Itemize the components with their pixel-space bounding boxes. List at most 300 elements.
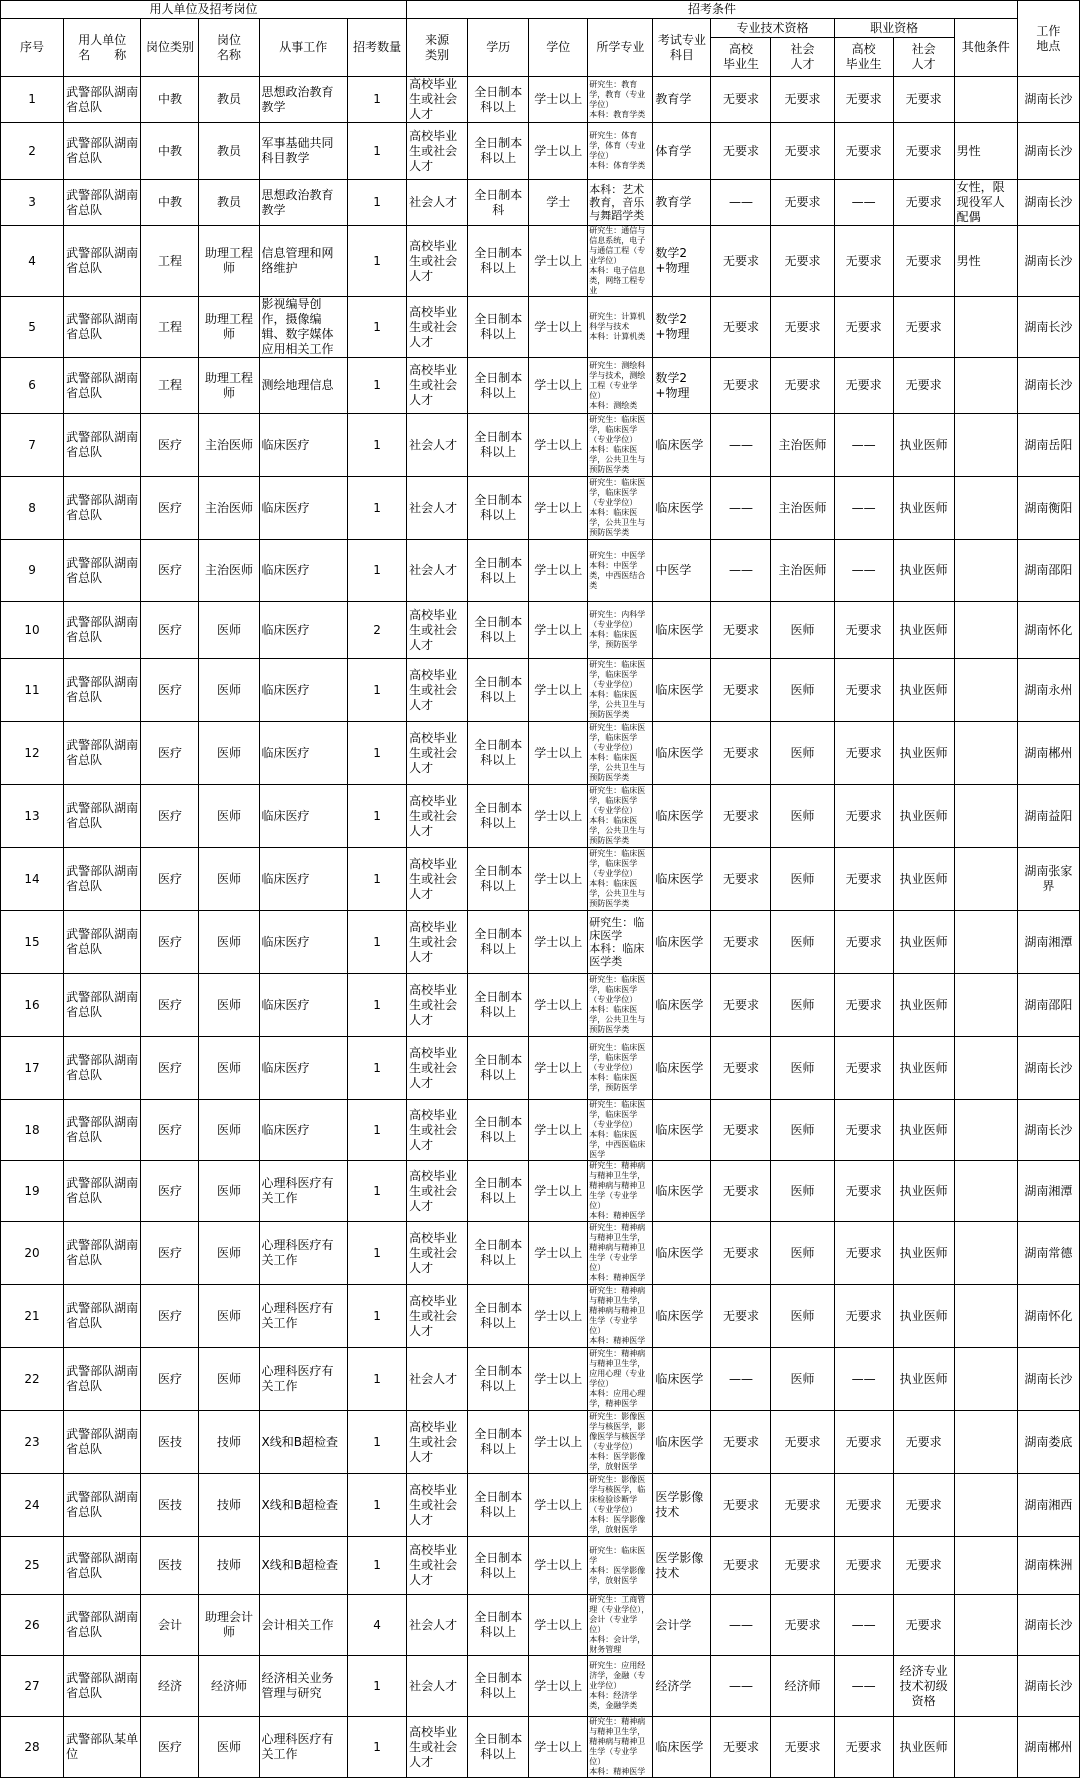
row-tech-social: 无要求 (771, 1411, 834, 1474)
table-row (1, 1474, 1080, 1537)
row-unit: 武警部队湖南省总队 (64, 1537, 141, 1595)
row-category: 医疗 (141, 722, 199, 785)
row-degree: 学士以上 (529, 659, 588, 722)
row-tech-social: 医师 (771, 1161, 834, 1222)
row-no: 22 (1, 1348, 64, 1411)
row-edu: 全日制本科以上 (468, 1161, 529, 1222)
row-edu: 全日制本科以上 (468, 1285, 529, 1348)
row-edu: 全日制本科以上 (468, 540, 529, 602)
row-edu: 全日制本科以上 (468, 226, 529, 297)
row-source: 高校毕业生或社会人才 (407, 785, 468, 848)
source-header: 来源 类别 (407, 19, 468, 77)
row-post: 助理工程师 (199, 297, 259, 358)
row-tech-social: 医师 (771, 974, 834, 1037)
row-source: 高校毕业生或社会人才 (407, 1285, 468, 1348)
row-exam: 临床医学 (653, 1411, 711, 1474)
row-count: 1 (348, 974, 407, 1037)
row-location: 湖南张家界 (1017, 848, 1079, 911)
row-major: 研究生：临床医学，临床医学（专业学位） 本科：临床医学，公共卫生与预防医学类 (588, 974, 653, 1037)
row-major: 研究生：精神病与精神卫生学，精神病与精神卫生学（专业学位） 本科：精神医学 (588, 1222, 653, 1285)
row-exam: 临床医学 (653, 785, 711, 848)
row-work: 心理科医疗有关工作 (259, 1285, 348, 1348)
row-exam: 医学影像技术 (653, 1474, 711, 1537)
row-post: 技师 (199, 1411, 259, 1474)
row-source: 社会人才 (407, 540, 468, 602)
row-category: 医疗 (141, 1100, 199, 1161)
row-source: 高校毕业生或社会人才 (407, 1411, 468, 1474)
category-header: 岗位类别 (141, 19, 199, 77)
row-category: 医疗 (141, 1285, 199, 1348)
row-no: 2 (1, 123, 64, 180)
row-prof-social: 执业医师 (893, 974, 954, 1037)
row-post: 医师 (199, 1161, 259, 1222)
row-source: 高校毕业生或社会人才 (407, 1161, 468, 1222)
row-category: 医疗 (141, 785, 199, 848)
row-major: 研究生：影像医学与核医学，临床检验诊断学（专业学位） 本科：医学影像学，放射医学 (588, 1474, 653, 1537)
row-unit: 武警部队湖南省总队 (64, 297, 141, 358)
row-unit: 武警部队湖南省总队 (64, 1411, 141, 1474)
row-tech-social: 无要求 (771, 1474, 834, 1537)
row-exam: 临床医学 (653, 848, 711, 911)
row-location: 湖南长沙 (1017, 77, 1079, 123)
table-row (1, 180, 1080, 226)
row-tech-social: 医师 (771, 1037, 834, 1100)
row-unit: 武警部队湖南省总队 (64, 477, 141, 540)
row-other (954, 1595, 1017, 1656)
edu-header: 学历 (468, 19, 529, 77)
row-prof-social: 无要求 (893, 358, 954, 414)
row-major: 研究生：临床医学 本科：医学影像学，放射医学 (588, 1537, 653, 1595)
row-location: 湖南郴州 (1017, 722, 1079, 785)
row-category: 医疗 (141, 848, 199, 911)
row-exam: 医学影像技术 (653, 1537, 711, 1595)
table-row (1, 1161, 1080, 1222)
row-location: 湖南长沙 (1017, 1595, 1079, 1656)
row-exam: 临床医学 (653, 1161, 711, 1222)
row-degree: 学士以上 (529, 848, 588, 911)
row-degree: 学士以上 (529, 226, 588, 297)
row-tech-grad: 无要求 (711, 297, 771, 358)
row-prof-grad: 无要求 (834, 722, 893, 785)
row-major: 研究生：影像医学与核医学，影像医学与核医学（专业学位） 本科：医学影像学，放射医学 (588, 1411, 653, 1474)
row-prof-grad: —— (834, 180, 893, 226)
row-work: 心理科医疗有关工作 (259, 1161, 348, 1222)
row-prof-social: 经济专业技术初级资格 (893, 1656, 954, 1717)
row-edu: 全日制本科以上 (468, 1537, 529, 1595)
row-other (954, 1037, 1017, 1100)
tech-social-header: 社会 人才 (771, 38, 834, 77)
row-degree: 学士以上 (529, 1222, 588, 1285)
row-other (954, 358, 1017, 414)
row-post: 医师 (199, 1285, 259, 1348)
row-other (954, 1474, 1017, 1537)
row-unit: 武警部队湖南省总队 (64, 1222, 141, 1285)
row-degree: 学士以上 (529, 1717, 588, 1778)
row-unit: 武警部队湖南省总队 (64, 1161, 141, 1222)
row-other (954, 722, 1017, 785)
row-other (954, 297, 1017, 358)
row-prof-social: 无要求 (893, 180, 954, 226)
row-source: 高校毕业生或社会人才 (407, 1537, 468, 1595)
row-count: 1 (348, 414, 407, 477)
row-work: 临床医疗 (259, 414, 348, 477)
row-count: 1 (348, 77, 407, 123)
row-unit: 武警部队湖南省总队 (64, 1595, 141, 1656)
row-no: 21 (1, 1285, 64, 1348)
row-tech-grad: 无要求 (711, 974, 771, 1037)
row-tech-grad: 无要求 (711, 602, 771, 659)
row-no: 18 (1, 1100, 64, 1161)
row-tech-social: 医师 (771, 1100, 834, 1161)
row-count: 4 (348, 1595, 407, 1656)
row-degree: 学士以上 (529, 1100, 588, 1161)
row-other (954, 785, 1017, 848)
row-work: 测绘地理信息 (259, 358, 348, 414)
row-prof-grad: 无要求 (834, 1285, 893, 1348)
table-row (1, 358, 1080, 414)
row-location: 湖南怀化 (1017, 602, 1079, 659)
row-work: X线和B超检查 (259, 1537, 348, 1595)
row-source: 社会人才 (407, 1595, 468, 1656)
row-tech-grad: —— (711, 414, 771, 477)
row-post: 主治医师 (199, 477, 259, 540)
row-no: 6 (1, 358, 64, 414)
row-degree: 学士以上 (529, 911, 588, 974)
row-category: 经济 (141, 1656, 199, 1717)
row-edu: 全日制本科 (468, 180, 529, 226)
row-tech-social: 无要求 (771, 358, 834, 414)
row-tech-social: 经济师 (771, 1656, 834, 1717)
row-category: 医疗 (141, 477, 199, 540)
row-tech-grad: —— (711, 1348, 771, 1411)
row-degree: 学士以上 (529, 1348, 588, 1411)
prof-grad-header: 高校 毕业生 (834, 38, 893, 77)
row-degree: 学士以上 (529, 477, 588, 540)
row-source: 高校毕业生或社会人才 (407, 1037, 468, 1100)
row-category: 医疗 (141, 911, 199, 974)
row-work: 军事基础共同科目教学 (259, 123, 348, 180)
row-other (954, 1100, 1017, 1161)
table-row (1, 1285, 1080, 1348)
header-row-qualifications (1, 19, 1080, 38)
row-unit: 武警部队湖南省总队 (64, 1656, 141, 1717)
row-unit: 武警部队湖南省总队 (64, 180, 141, 226)
row-post: 医师 (199, 1037, 259, 1100)
row-location: 湖南衡阳 (1017, 477, 1079, 540)
row-no: 1 (1, 77, 64, 123)
row-tech-social: 医师 (771, 1348, 834, 1411)
row-edu: 全日制本科以上 (468, 848, 529, 911)
row-post: 教员 (199, 180, 259, 226)
work-header: 从事工作 (259, 19, 348, 77)
row-count: 1 (348, 1537, 407, 1595)
row-prof-grad: 无要求 (834, 602, 893, 659)
row-prof-social: 无要求 (893, 123, 954, 180)
tech-qualification-header: 专业技术资格 (711, 19, 834, 38)
row-major: 研究生：体育学，体育（专业学位） 本科：体育学类 (588, 123, 653, 180)
row-exam: 教育学 (653, 77, 711, 123)
row-major: 研究生：内科学（专业学位） 本科：临床医学，预防医学 (588, 602, 653, 659)
row-no: 11 (1, 659, 64, 722)
table-row (1, 414, 1080, 477)
row-prof-social: 执业医师 (893, 602, 954, 659)
row-tech-social: 无要求 (771, 180, 834, 226)
row-location: 湖南长沙 (1017, 123, 1079, 180)
row-edu: 全日制本科以上 (468, 1474, 529, 1537)
row-degree: 学士以上 (529, 1537, 588, 1595)
row-tech-grad: —— (711, 540, 771, 602)
row-category: 工程 (141, 297, 199, 358)
row-tech-grad: 无要求 (711, 1100, 771, 1161)
row-post: 医师 (199, 1717, 259, 1778)
row-count: 1 (348, 1411, 407, 1474)
table-row (1, 123, 1080, 180)
row-location: 湖南湘西 (1017, 1474, 1079, 1537)
exam-header: 考试专业科目 (653, 19, 711, 77)
row-unit: 武警部队湖南省总队 (64, 1474, 141, 1537)
row-no: 4 (1, 226, 64, 297)
row-source: 高校毕业生或社会人才 (407, 974, 468, 1037)
table-row (1, 722, 1080, 785)
row-prof-grad: —— (834, 540, 893, 602)
table-row (1, 77, 1080, 123)
row-tech-grad: 无要求 (711, 722, 771, 785)
row-unit: 武警部队湖南省总队 (64, 123, 141, 180)
row-edu: 全日制本科以上 (468, 1348, 529, 1411)
row-prof-grad: —— (834, 1348, 893, 1411)
row-category: 医疗 (141, 974, 199, 1037)
row-no: 13 (1, 785, 64, 848)
row-work: 临床医疗 (259, 911, 348, 974)
row-degree: 学士以上 (529, 602, 588, 659)
row-tech-grad: 无要求 (711, 1222, 771, 1285)
row-other (954, 1717, 1017, 1778)
row-location: 湖南长沙 (1017, 1037, 1079, 1100)
row-degree: 学士以上 (529, 1656, 588, 1717)
row-exam: 临床医学 (653, 974, 711, 1037)
row-prof-grad: —— (834, 414, 893, 477)
row-no: 3 (1, 180, 64, 226)
row-prof-social: 执业医师 (893, 1348, 954, 1411)
table-row (1, 477, 1080, 540)
row-major: 研究生：中医学 本科：中医学类，中西医结合类 (588, 540, 653, 602)
row-prof-grad: 无要求 (834, 1100, 893, 1161)
row-work: 临床医疗 (259, 848, 348, 911)
row-prof-grad: 无要求 (834, 1537, 893, 1595)
row-edu: 全日制本科以上 (468, 1037, 529, 1100)
table-row (1, 1222, 1080, 1285)
row-post: 医师 (199, 659, 259, 722)
row-tech-grad: —— (711, 1656, 771, 1717)
row-exam: 数学2+物理 (653, 358, 711, 414)
row-work: 信息管理和网络维护 (259, 226, 348, 297)
row-count: 1 (348, 1100, 407, 1161)
row-prof-grad: 无要求 (834, 1411, 893, 1474)
table-row (1, 1656, 1080, 1717)
row-tech-grad: 无要求 (711, 1037, 771, 1100)
row-tech-social: 医师 (771, 1285, 834, 1348)
row-prof-grad: —— (834, 477, 893, 540)
row-post: 医师 (199, 1348, 259, 1411)
row-tech-grad: 无要求 (711, 123, 771, 180)
row-location: 湖南邵阳 (1017, 540, 1079, 602)
row-location: 湖南湘潭 (1017, 1161, 1079, 1222)
row-tech-social: 无要求 (771, 123, 834, 180)
row-prof-grad: 无要求 (834, 1717, 893, 1778)
row-source: 高校毕业生或社会人才 (407, 123, 468, 180)
row-other (954, 974, 1017, 1037)
row-count: 1 (348, 1348, 407, 1411)
row-other (954, 1656, 1017, 1717)
row-unit: 武警部队湖南省总队 (64, 358, 141, 414)
row-location: 湖南长沙 (1017, 1656, 1079, 1717)
row-major: 研究生：精神病与精神卫生学，应用心理（专业学位） 本科：应用心理学，精神医学 (588, 1348, 653, 1411)
row-degree: 学士以上 (529, 414, 588, 477)
row-category: 会计 (141, 1595, 199, 1656)
row-count: 1 (348, 1037, 407, 1100)
row-post: 主治医师 (199, 540, 259, 602)
row-other (954, 1348, 1017, 1411)
row-exam: 临床医学 (653, 1100, 711, 1161)
row-prof-grad: 无要求 (834, 974, 893, 1037)
row-exam: 临床医学 (653, 1285, 711, 1348)
row-degree: 学士以上 (529, 297, 588, 358)
row-unit: 武警部队湖南省总队 (64, 602, 141, 659)
row-post: 主治医师 (199, 414, 259, 477)
row-other: 男性 (954, 123, 1017, 180)
row-location: 湖南长沙 (1017, 1100, 1079, 1161)
row-category: 中教 (141, 180, 199, 226)
row-work: 临床医疗 (259, 974, 348, 1037)
prof-qualification-header: 职业资格 (834, 19, 954, 38)
row-post: 助理会计师 (199, 1595, 259, 1656)
row-category: 医技 (141, 1474, 199, 1537)
row-work: 临床医疗 (259, 785, 348, 848)
row-degree: 学士以上 (529, 722, 588, 785)
row-tech-grad: 无要求 (711, 659, 771, 722)
row-prof-social: 无要求 (893, 1595, 954, 1656)
row-major: 研究生：精神病与精神卫生学，精神病与精神卫生学（专业学位） 本科：精神医学 (588, 1161, 653, 1222)
row-prof-social: 执业医师 (893, 1161, 954, 1222)
row-category: 医疗 (141, 1348, 199, 1411)
row-count: 1 (348, 911, 407, 974)
table-row (1, 226, 1080, 297)
row-major: 研究生：临床医学，临床医学（专业学位） 本科：临床医学，预防医学 (588, 1037, 653, 1100)
row-no: 10 (1, 602, 64, 659)
row-prof-social: 执业医师 (893, 911, 954, 974)
row-no: 27 (1, 1656, 64, 1717)
row-major: 研究生：精神病与精神卫生学，精神病与精神卫生学（专业学位） 本科：精神医学 (588, 1717, 653, 1778)
row-source: 社会人才 (407, 1656, 468, 1717)
row-other (954, 911, 1017, 974)
row-tech-social: 医师 (771, 602, 834, 659)
row-tech-grad: —— (711, 1595, 771, 1656)
row-work: 思想政治教育教学 (259, 77, 348, 123)
row-location: 湖南永州 (1017, 659, 1079, 722)
row-edu: 全日制本科以上 (468, 358, 529, 414)
row-major: 研究生：临床医学，临床医学（专业学位） 本科：临床医学，公共卫生与预防医学类 (588, 722, 653, 785)
row-exam: 临床医学 (653, 414, 711, 477)
row-no: 17 (1, 1037, 64, 1100)
row-major: 研究生：临床医学，临床医学（专业学位） 本科：临床医学，公共卫生与预防医学类 (588, 659, 653, 722)
row-post: 医师 (199, 848, 259, 911)
row-prof-grad: 无要求 (834, 297, 893, 358)
row-tech-social: 主治医师 (771, 414, 834, 477)
row-post: 助理工程师 (199, 226, 259, 297)
row-exam: 临床医学 (653, 911, 711, 974)
row-tech-social: 医师 (771, 785, 834, 848)
table-body (1, 77, 1080, 1778)
row-tech-grad: 无要求 (711, 1474, 771, 1537)
row-exam: 临床医学 (653, 1717, 711, 1778)
row-exam: 中医学 (653, 540, 711, 602)
row-no: 14 (1, 848, 64, 911)
row-post: 医师 (199, 722, 259, 785)
row-other (954, 477, 1017, 540)
row-prof-grad: 无要求 (834, 848, 893, 911)
row-unit: 武警部队湖南省总队 (64, 974, 141, 1037)
row-other (954, 848, 1017, 911)
row-prof-grad: 无要求 (834, 659, 893, 722)
row-major: 研究生：教育学，教育（专业学位） 本科：教育学类 (588, 77, 653, 123)
row-count: 1 (348, 1222, 407, 1285)
row-location: 湖南长沙 (1017, 297, 1079, 358)
row-category: 工程 (141, 358, 199, 414)
row-edu: 全日制本科以上 (468, 123, 529, 180)
row-prof-social: 执业医师 (893, 848, 954, 911)
row-tech-social: 主治医师 (771, 540, 834, 602)
row-major: 研究生：临床医学，临床医学（专业学位） 本科：临床医学，公共卫生与预防医学类 (588, 414, 653, 477)
row-prof-grad: 无要求 (834, 77, 893, 123)
row-degree: 学士以上 (529, 1411, 588, 1474)
row-degree: 学士以上 (529, 358, 588, 414)
row-category: 医疗 (141, 1222, 199, 1285)
row-count: 1 (348, 477, 407, 540)
table-row (1, 1100, 1080, 1161)
row-exam: 临床医学 (653, 1348, 711, 1411)
location-header: 工作 地点 (1017, 1, 1079, 77)
row-degree: 学士以上 (529, 785, 588, 848)
row-tech-social: 无要求 (771, 1537, 834, 1595)
row-source: 社会人才 (407, 180, 468, 226)
table-row (1, 974, 1080, 1037)
row-work: 会计相关工作 (259, 1595, 348, 1656)
row-tech-social: 无要求 (771, 1595, 834, 1656)
row-post: 医师 (199, 911, 259, 974)
row-location: 湖南湘潭 (1017, 911, 1079, 974)
header-row-groups (1, 1, 1080, 19)
row-count: 1 (348, 659, 407, 722)
row-source: 高校毕业生或社会人才 (407, 659, 468, 722)
row-unit: 武警部队湖南省总队 (64, 226, 141, 297)
row-source: 高校毕业生或社会人才 (407, 77, 468, 123)
row-degree: 学士以上 (529, 1161, 588, 1222)
row-exam: 数学2+物理 (653, 297, 711, 358)
row-edu: 全日制本科以上 (468, 77, 529, 123)
row-location: 湖南长沙 (1017, 358, 1079, 414)
row-category: 医疗 (141, 659, 199, 722)
row-prof-grad: 无要求 (834, 1222, 893, 1285)
row-source: 高校毕业生或社会人才 (407, 226, 468, 297)
row-exam: 临床医学 (653, 722, 711, 785)
row-tech-grad: 无要求 (711, 785, 771, 848)
row-no: 19 (1, 1161, 64, 1222)
row-prof-grad: 无要求 (834, 123, 893, 180)
row-prof-social: 无要求 (893, 1474, 954, 1537)
table-row (1, 659, 1080, 722)
row-post: 技师 (199, 1537, 259, 1595)
row-other (954, 1537, 1017, 1595)
